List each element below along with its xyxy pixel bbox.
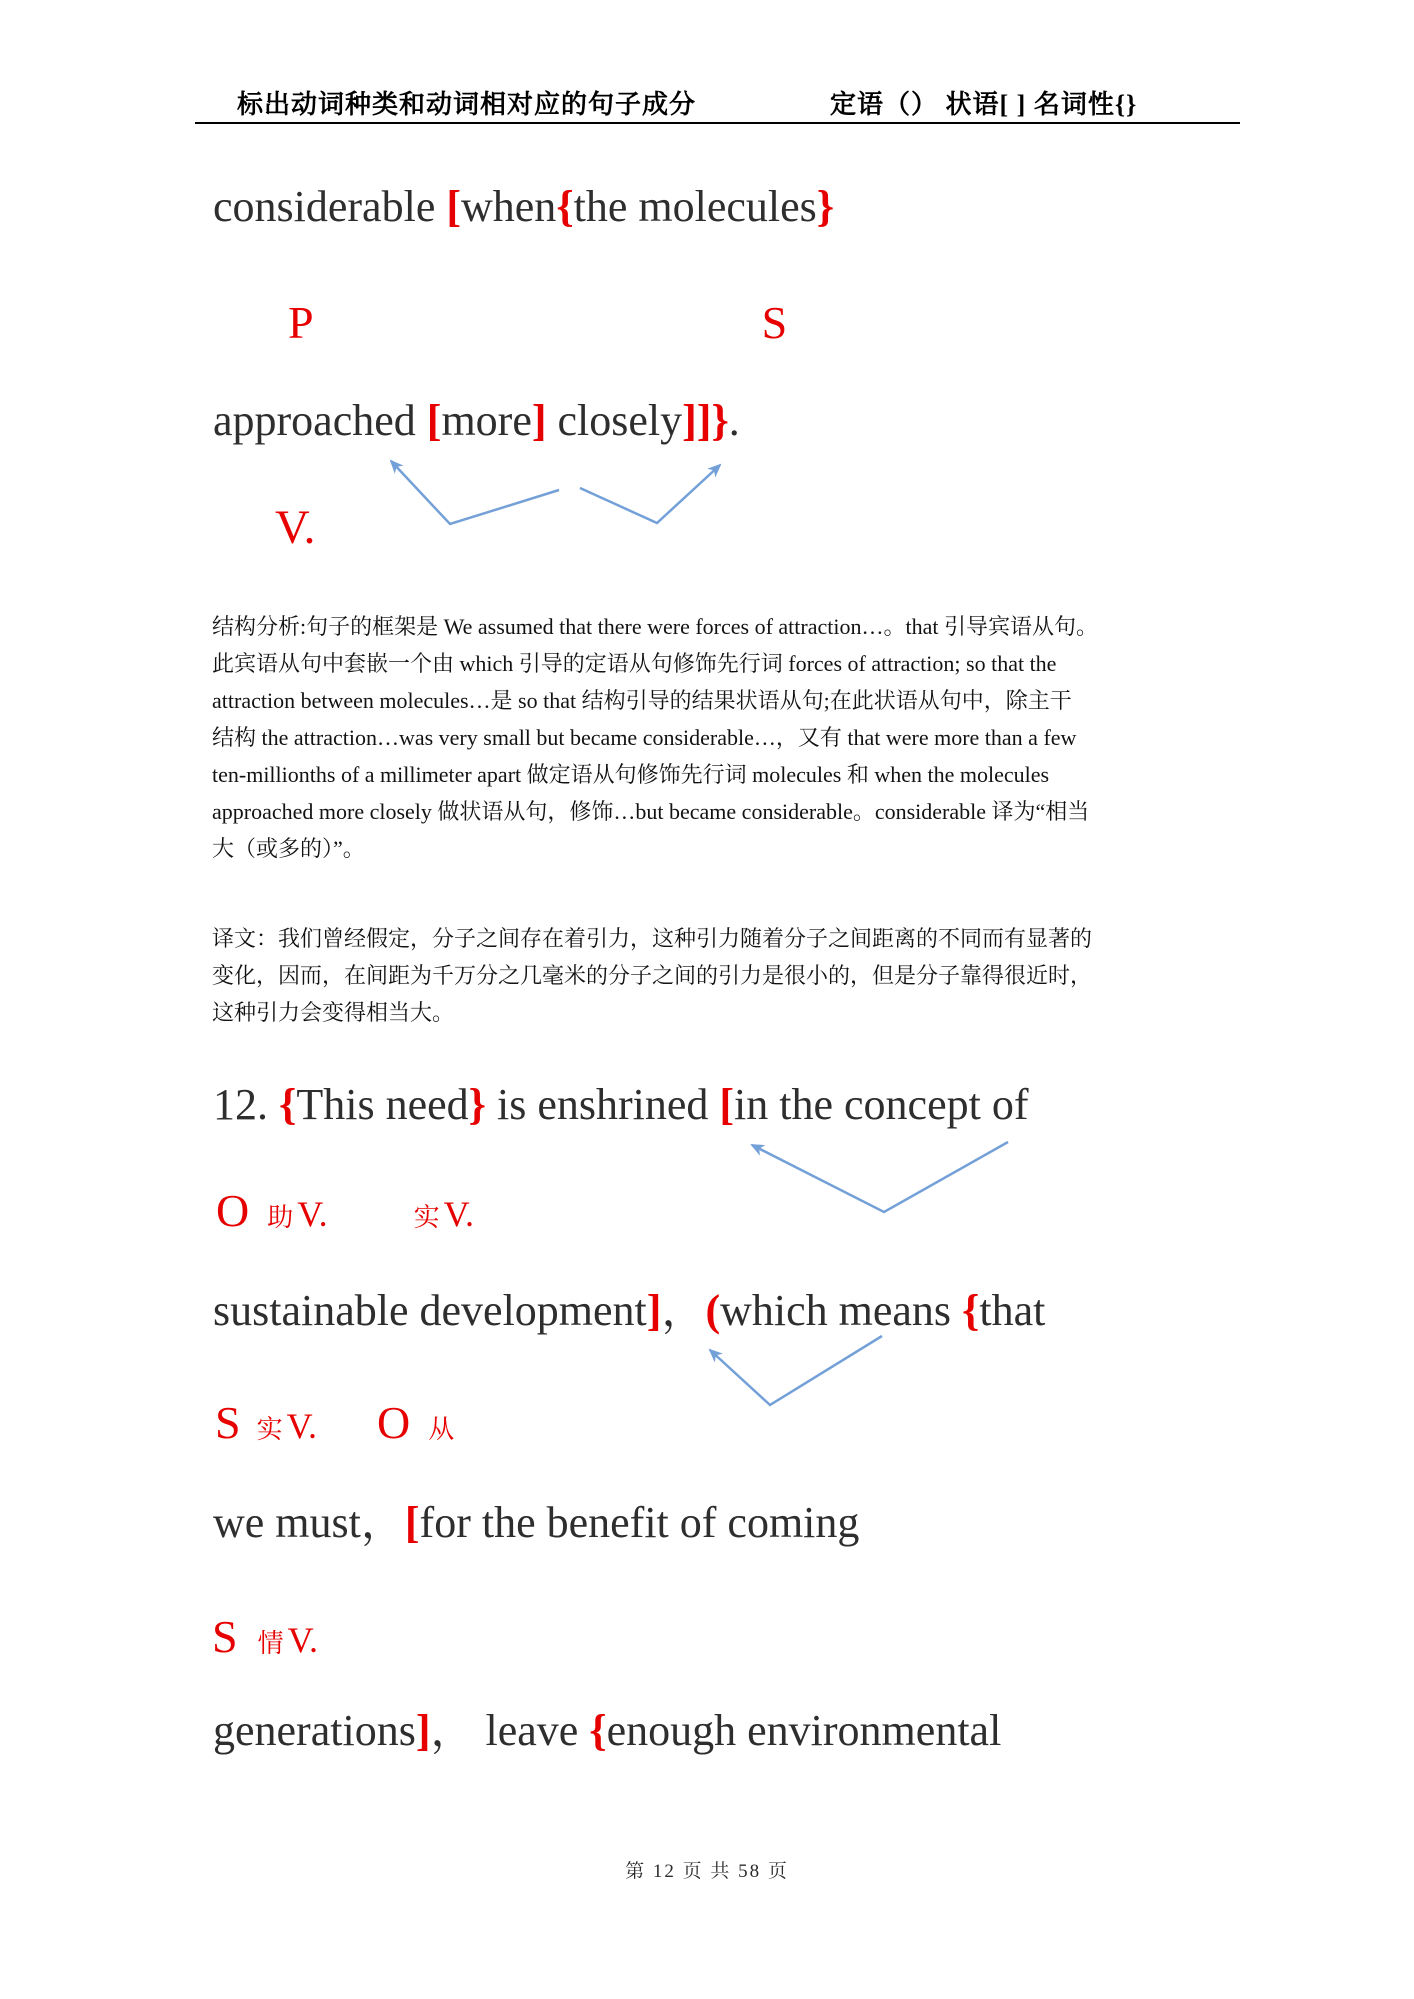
- text-segment: [: [446, 182, 461, 231]
- grammar-label-row: [216, 1184, 474, 1237]
- text-segment: }: [468, 1080, 486, 1129]
- text-segment: is enshrined: [485, 1080, 720, 1129]
- paragraph-line: 译文：我们曾经假定，分子之间存在着引力，这种引力随着分子之间距离的不同而有显著的: [212, 926, 1093, 951]
- sentence-line: [213, 1080, 1029, 1130]
- text-segment: in the concept of: [734, 1080, 1029, 1129]
- text-segment: {: [962, 1286, 980, 1335]
- header-right-legend: 定语（） 状语[ ] 名词性{}: [830, 90, 1138, 119]
- text-segment: ， leave: [430, 1706, 590, 1755]
- paragraph-line: attraction between molecules…是 so that 结构引导的结果状语从句;在此状语从句中，除主干: [212, 688, 1072, 713]
- connector-arrow-to-approached: [391, 461, 559, 524]
- paragraph-line: 结构 the attraction…was very small but became considerable…，又有 that were more than a few: [212, 725, 1077, 750]
- grammar-label-row: [288, 296, 787, 349]
- label-object: O: [216, 1185, 250, 1236]
- text-segment: This need: [296, 1080, 469, 1129]
- sentence-line: [213, 1706, 1001, 1756]
- label-notional: 实: [413, 1203, 440, 1232]
- text-segment: the molecules: [573, 182, 817, 231]
- grammar-label-row: [215, 1396, 454, 1449]
- sentence-line: [213, 1498, 859, 1548]
- label-notional: 实: [256, 1415, 283, 1444]
- text-segment: .: [728, 396, 740, 445]
- header-left-title: 标出动词种类和动词相对应的句子成分: [237, 90, 697, 119]
- text-segment: 12.: [213, 1080, 279, 1129]
- text-segment: closely: [546, 396, 683, 445]
- text-segment: {: [279, 1080, 297, 1129]
- label-verb: V.: [286, 1406, 317, 1446]
- text-segment: [: [719, 1080, 735, 1129]
- paragraph-line: ten-millionths of a millimeter apart 做定语从句修饰先行词 molecules 和 when the molecules: [212, 762, 1050, 787]
- label-verb: V.: [287, 1620, 318, 1660]
- text-segment: generations: [213, 1706, 416, 1755]
- label-subject: S: [212, 1611, 238, 1662]
- label-verb: V.: [443, 1194, 474, 1234]
- text-segment: we must: [213, 1498, 361, 1547]
- text-segment: more: [441, 396, 532, 445]
- paragraph-line: approached more closely 做状语从句，修饰…but became considerable。considerable 译为“相当: [212, 799, 1090, 824]
- page-number: 第 12 页 共 58 页: [625, 1861, 789, 1882]
- header-divider: [195, 122, 1240, 124]
- text-segment: sustainable development: [213, 1286, 647, 1335]
- text-segment: ，: [360, 1498, 405, 1547]
- translation-paragraph: [212, 920, 1202, 1031]
- paragraph-line: 大（或多的）”。: [212, 836, 365, 861]
- connector-arrow-to-enshrined: [752, 1142, 1008, 1212]
- grammar-label-row: [275, 500, 315, 555]
- text-segment: {: [589, 1706, 607, 1755]
- label-object: O: [376, 1397, 411, 1448]
- text-segment: when: [461, 182, 557, 231]
- text-segment: ]: [415, 1706, 431, 1755]
- label-verb: V.: [297, 1194, 328, 1234]
- label-subject: S: [761, 297, 788, 348]
- structure-analysis-paragraph: [212, 608, 1202, 867]
- connector-arrow-to-closely: [580, 465, 720, 523]
- text-segment: {: [556, 182, 574, 231]
- text-segment: for the benefit of coming: [419, 1498, 860, 1547]
- text-segment: }: [816, 182, 835, 231]
- text-segment: that: [979, 1286, 1046, 1335]
- text-segment: ]]}: [682, 396, 729, 445]
- label-predicate: P: [288, 297, 314, 348]
- label-clause: 从: [428, 1415, 455, 1444]
- paragraph-line: 此宾语从句中套嵌一个由 which 引导的定语从句修饰先行词 forces of attraction; so that the: [212, 651, 1057, 676]
- text-segment: which means: [720, 1286, 963, 1335]
- label-verb: V.: [275, 501, 316, 554]
- text-segment: ，: [661, 1286, 706, 1335]
- text-segment: enough environmental: [606, 1706, 1002, 1755]
- text-segment: considerable: [213, 182, 447, 231]
- text-segment: ]: [646, 1286, 662, 1335]
- paragraph-line: 这种引力会变得相当大。: [212, 1000, 455, 1025]
- sentence-line: [213, 182, 834, 232]
- text-segment: [: [404, 1498, 420, 1547]
- text-segment: ]: [531, 396, 547, 445]
- paragraph-line: 变化，因而，在间距为千万分之几毫米的分子之间的引力是很小的，但是分子靠得很近时，: [212, 963, 1093, 988]
- label-aux: 助: [267, 1203, 294, 1232]
- connector-arrow-to-development: [710, 1336, 882, 1405]
- text-segment: [: [426, 396, 442, 445]
- text-segment: (: [705, 1286, 721, 1335]
- paragraph-line: 结构分析:句子的框架是 We assumed that there were forces of attraction…。that 引导宾语从句。: [212, 614, 1098, 639]
- sentence-line: [213, 396, 740, 446]
- label-modal: 情: [257, 1629, 284, 1658]
- sentence-line: [213, 1286, 1045, 1336]
- label-subject: S: [215, 1397, 241, 1448]
- text-segment: approached: [213, 396, 427, 445]
- grammar-label-row: [212, 1610, 318, 1663]
